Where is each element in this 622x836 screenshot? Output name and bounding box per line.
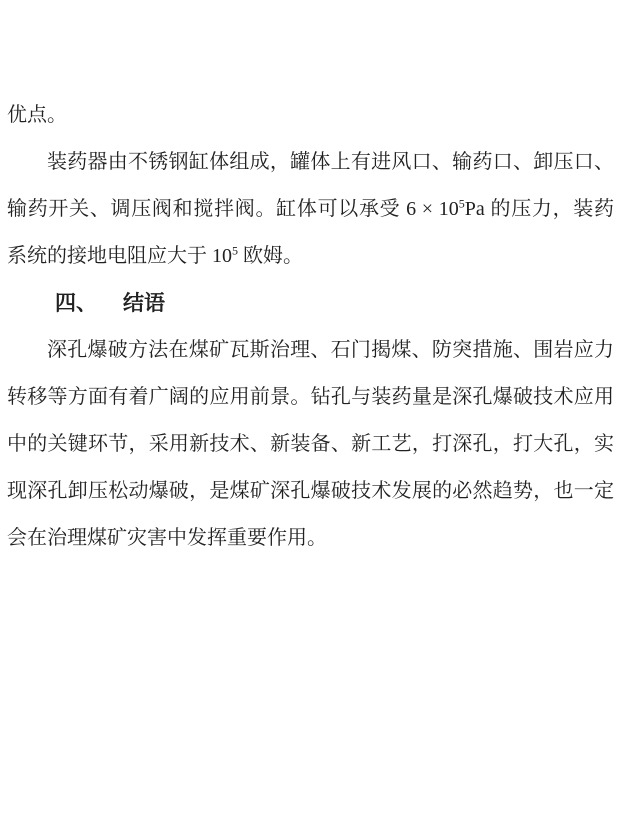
text-segment: 欧姆。 — [238, 245, 303, 267]
paragraph-charger-line-3 — [7, 233, 614, 280]
text-segment: 系统的接地电阻应大于 10 — [7, 245, 232, 267]
paragraph-charger-line-1: 装药器由不锈钢缸体组成，罐体上有进风口、输药口、卸压口、 — [47, 151, 614, 173]
text-segment: 输药开关、调压阀和搅拌阀。缸体可以承受 6 × 10 — [7, 198, 459, 220]
heading-number: 四、 — [55, 291, 97, 315]
paragraph-conclusion-line-5: 会在治理煤矿灾害中发挥重要作用。 — [7, 527, 327, 549]
superscript-exponent: 5 — [458, 196, 465, 211]
heading-title: 结语 — [123, 291, 165, 315]
superscript-exponent: 5 — [232, 243, 238, 258]
text-segment: Pa 的压力，装药 — [464, 198, 615, 220]
paragraph-charger-line-2 — [7, 186, 614, 233]
paragraph-conclusion-line-3: 中的关键环节，采用新技术、新装备、新工艺，打深孔，打大孔，实 — [7, 433, 614, 455]
paragraph-conclusion-line-1: 深孔爆破方法在煤矿瓦斯治理、石门揭煤、防突措施、围岩应力 — [47, 339, 614, 361]
paragraph-conclusion-line-2: 转移等方面有着广阔的应用前景。钻孔与装药量是深孔爆破技术应用 — [7, 386, 614, 408]
section-heading-conclusion — [7, 280, 614, 327]
paragraph-advantages-last-line: 优点。 — [7, 104, 67, 126]
paragraph-conclusion-line-4: 现深孔卸压松动爆破，是煤矿深孔爆破技术发展的必然趋势，也一定 — [7, 480, 614, 502]
